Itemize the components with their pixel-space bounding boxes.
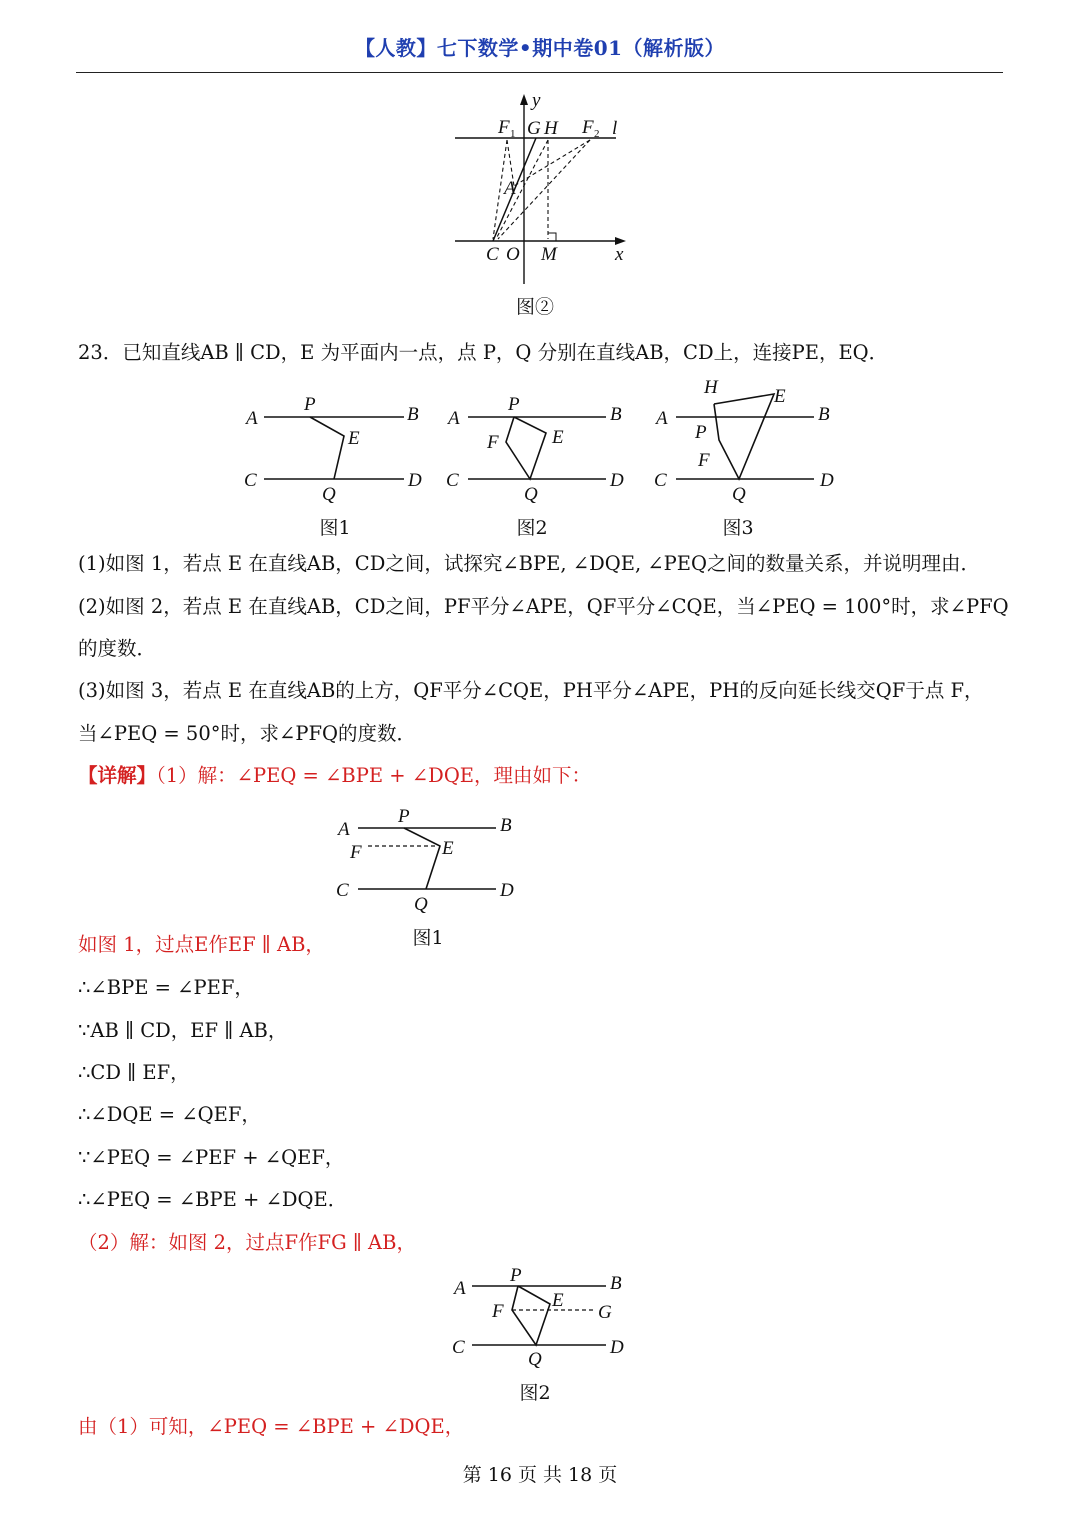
fig2-label-F: F [487,432,499,453]
figure-top-caption: 图② [515,296,554,318]
solution-first-line [78,762,591,790]
fig3-label-C: C [654,470,667,491]
fig3-label-F: F [698,450,710,471]
fig2-label-Q: Q [524,484,538,505]
sol-fig2-label-C: C [452,1337,465,1358]
solution-step: ∵AB ∥ CD，EF ∥ AB， [78,1019,288,1042]
question-intro: 23．已知直线AB ∥ CD，E 为平面内一点，点 P，Q 分别在直线AB，CD上，连接PE，EQ． [78,341,889,364]
label-H: H [544,118,558,139]
label-A: A [504,178,516,199]
label-x: x [615,244,624,265]
fig1-caption: 图1 [319,517,351,539]
solution-step: ∴∠PEQ = ∠BPE + ∠DQE． [78,1188,348,1211]
label-G: G [527,118,541,139]
sol-fig2-label-E: E [552,1290,564,1311]
sol-fig1-label-E: E [442,838,454,859]
fig1-label-A: A [246,408,258,429]
sol-fig1-label-P: P [398,806,410,827]
sol-fig1-label-Q: Q [414,894,428,915]
solution-step: ∴∠DQE = ∠QEF， [78,1103,261,1126]
solution-tag: 【详解】 [78,764,157,787]
fig2-label-P: P [508,394,520,415]
solution-step: ∴CD ∥ EF， [78,1061,190,1084]
question-part2-line2: 的度数． [78,637,157,660]
fig1-label-C: C [244,470,257,491]
question-part3-line2: 当∠PEQ = 50°时，求∠PFQ的度数． [78,722,416,745]
page-header-title: 【人教】七下数学•期中卷01（解析版） [354,36,726,60]
sol-fig2-caption: 图2 [519,1382,551,1404]
page-footer: 第 16 页 共 18 页 [462,1464,618,1486]
label-F1: F [498,117,510,138]
fig3-label-E: E [774,386,786,407]
question-part1: (1)如图 1，若点 E 在直线AB，CD之间，试探究∠BPE, ∠DQE, ∠PEQ之间的数量关系，并说明理由． [78,552,981,575]
label-l: l [612,118,618,139]
question-part2-line1: (2)如图 2，若点 E 在直线AB，CD之间，PF平分∠APE，QF平分∠CQE，当∠PEQ = 100°时，求∠PFQ [78,595,1009,618]
sol-fig1-label-C: C [336,880,349,901]
sol-fig1-caption: 图1 [412,927,444,949]
fig2-label-A: A [448,408,460,429]
fig2-caption: 图2 [516,517,548,539]
solution-last-line: 由（1）可知，∠PEQ = ∠BPE + ∠DQE， [78,1415,465,1438]
sol-fig2-label-A: A [454,1278,466,1299]
fig3-caption: 图3 [722,517,754,539]
sol-fig2-label-B: B [610,1273,622,1294]
fig1-label-D: D [408,470,422,491]
solution-figure2 [446,1264,636,1376]
fig2-label-B: B [610,404,622,425]
fig2-label-C: C [446,470,459,491]
sol-fig2-label-Q: Q [528,1349,542,1370]
fig3-label-Q: Q [732,484,746,505]
sol-fig1-label-A: A [338,819,350,840]
sol-fig2-label-F: F [492,1301,504,1322]
label-O: O [506,244,520,265]
fig1-label-B: B [407,404,419,425]
label-y: y [532,90,541,111]
solution-part1-heading: （1）解：∠PEQ = ∠BPE + ∠DQE，理由如下： [156,764,592,787]
question-figures [238,372,848,512]
fig3-label-A: A [656,408,668,429]
fig2-label-E: E [552,427,564,448]
fig3-label-B: B [818,404,830,425]
solution-part2-intro: （2）解：如图 2，过点F作FG ∥ AB， [78,1231,416,1254]
label-F1-sub: 1 [510,128,516,140]
sol-fig1-label-F: F [350,842,362,863]
fig3-label-H: H [704,377,718,398]
question-part3-line1: (3)如图 3，若点 E 在直线AB的上方，QF平分∠CQE，PH平分∠APE，PH的反向延长线交QF于点 F， [78,679,984,702]
solution-step: ∵∠PEQ = ∠PEF + ∠QEF， [78,1146,345,1169]
solution-step-intro: 如图 1，过点E作EF ∥ AB， [78,933,325,956]
solution-step: ∴∠BPE = ∠PEF， [78,976,254,999]
sol-fig2-label-G: G [598,1302,612,1323]
figure-coordinate-diagram [440,88,640,293]
label-C: C [486,244,499,265]
header-divider [76,72,1003,73]
sol-fig2-label-P: P [510,1265,522,1286]
fig3-label-D: D [820,470,834,491]
fig2-label-D: D [610,470,624,491]
sol-fig1-label-D: D [500,880,514,901]
label-F2-sub: 2 [594,128,600,140]
label-M: M [541,244,557,265]
label-F2: F [582,117,594,138]
sol-fig1-label-B: B [500,815,512,836]
sol-fig2-label-D: D [610,1337,624,1358]
fig1-label-Q: Q [322,484,336,505]
fig1-label-P: P [304,394,316,415]
fig3-label-P: P [695,422,707,443]
solution-figure1 [330,802,530,920]
fig1-label-E: E [348,428,360,449]
